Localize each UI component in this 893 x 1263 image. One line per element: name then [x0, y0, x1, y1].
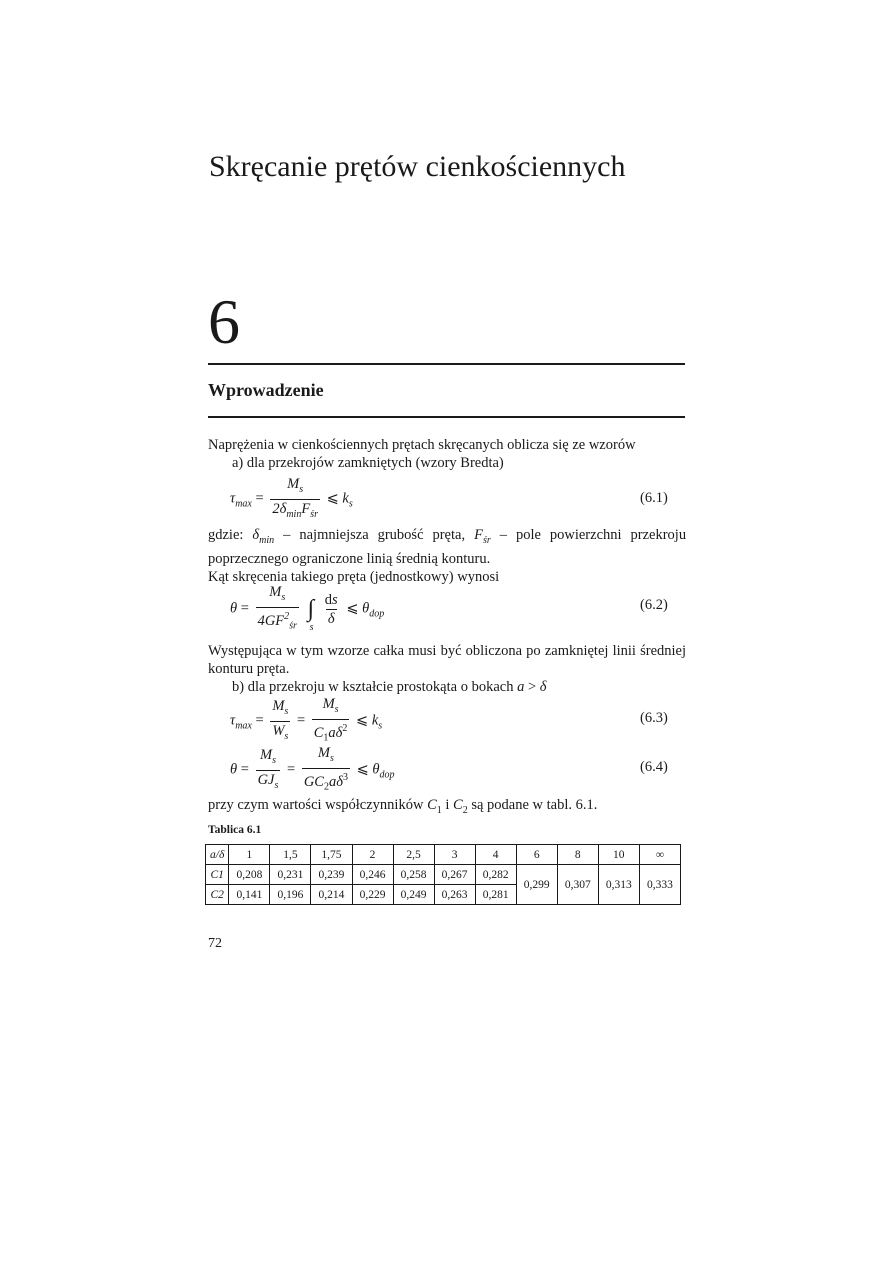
table-cell: 0,141 — [229, 885, 270, 905]
gdzie-text-2: – pole powierzchni przekroju poprzecznego ograniczone linią średnią konturu. — [208, 527, 687, 567]
table-cell: 0,258 — [393, 865, 434, 885]
przy-paragraph: przy czym wartości współczynników $C_1$ i $C_2$ są podane w tabl. 6.1. — [208, 797, 598, 816]
item-b-text: b) dla przekroju w kształcie prostokąta o bokach — [232, 679, 514, 695]
table-cell: 1,5 — [270, 845, 311, 865]
wyst-paragraph — [208, 642, 686, 696]
equation-number: (6.4) — [640, 759, 668, 775]
table-cell-merged: 0,307 — [557, 865, 598, 905]
wyst-text: Występująca w tym wzorze całka musi być obliczona po zamkniętej linii średniej konturu pręta. — [208, 643, 686, 677]
gdzie-paragraph: gdzie: $\delta_{min}$ – najmniejsza grubość pręta, $F_{śr}$ – pole powierzchni przekroju poprzecznego ograniczone linią średnią konturu. Kąt skręcenia takiego pręta (jednostkowy) wynosi — [208, 527, 687, 585]
table-cell: 0,231 — [270, 865, 311, 885]
table-cell: 0,249 — [393, 885, 434, 905]
section-heading: Wprowadzenie — [208, 380, 324, 400]
table-cell: 10 — [598, 845, 639, 865]
table-cell: 0,267 — [434, 865, 475, 885]
table-cell-merged: 0,333 — [639, 865, 680, 905]
equation-6-1: $\tau_{max}$ = $\frac{M_s}{2\delta_{min}F_{śr}}$ ⩽ $k_s$ — [230, 476, 353, 523]
table-cell: 2,5 — [393, 845, 434, 865]
table-cell: ∞ — [639, 845, 680, 865]
table-cell: 8 — [557, 845, 598, 865]
table-cell: 1,75 — [311, 845, 352, 865]
przy-text-1: przy czym wartości współczynników — [208, 797, 424, 813]
page-number: 72 — [208, 936, 222, 951]
table-caption: Tablica 6.1 — [208, 824, 262, 836]
item-a-text: a) dla przekrojów zamkniętych (wzory Bredta) — [232, 455, 504, 471]
przy-text-3: są podane w tabl. 6.1. — [471, 797, 598, 813]
equation-number: (6.2) — [640, 597, 668, 613]
table-cell-merged: 0,313 — [598, 865, 639, 905]
table-cell: 6 — [516, 845, 557, 865]
table-cell: 4 — [475, 845, 516, 865]
table-cell: 0,281 — [475, 885, 516, 905]
kat-text: Kąt skręcenia takiego pręta (jednostkowy) wynosi — [208, 568, 500, 585]
chapter-title: Skręcanie prętów cienkościennych — [209, 150, 626, 183]
przy-text-2: i — [445, 797, 450, 813]
table-cell: 0,196 — [270, 885, 311, 905]
chapter-number: 6 — [208, 286, 240, 357]
equation-6-4: θ = $\frac{M_s}{GJ_s}$ = $\frac{M_s}{GC_2a\delta^3}$ ⩽ $\theta_{dop}$ — [230, 745, 395, 796]
gdzie-text-1: – najmniejsza grubość pręta, — [283, 527, 466, 543]
table-cell-merged: 0,299 — [516, 865, 557, 905]
table-cell: a/δ — [206, 845, 229, 865]
table-cell: 0,208 — [229, 865, 270, 885]
table-cell: 2 — [352, 845, 393, 865]
table-row-label: C1 — [206, 865, 229, 885]
equation-number: (6.1) — [640, 490, 668, 506]
table-cell: 3 — [434, 845, 475, 865]
table-cell: 0,214 — [311, 885, 352, 905]
table-cell: 0,229 — [352, 885, 393, 905]
table-header-row — [206, 845, 681, 865]
table-cell: 1 — [229, 845, 270, 865]
table-cell: 0,263 — [434, 885, 475, 905]
table-row-label: C2 — [206, 885, 229, 905]
divider — [208, 363, 685, 365]
equation-6-2: θ = $\frac{M_s}{4GF^2_{śr}}$ ∫ s $\frac{ds}{\delta}$ ⩽ $\theta_{dop}$ — [230, 584, 385, 633]
gdzie-label: gdzie: — [208, 527, 244, 543]
equation-6-3: $\tau_{max}$ = $\frac{M_s}{W_s}$ = $\frac{M_s}{C_1a\delta^2}$ ⩽ $k_s$ — [230, 696, 382, 747]
intro-paragraph — [208, 436, 686, 472]
intro-text: Naprężenia w cienkościennych prętach skręcanych oblicza się ze wzorów — [208, 437, 636, 453]
item-b-line: b) dla przekroju w kształcie prostokąta o bokach a > δ — [232, 679, 547, 695]
table-row — [206, 865, 681, 885]
table-cell: 0,282 — [475, 865, 516, 885]
coefficient-table — [205, 844, 681, 905]
table-cell: 0,246 — [352, 865, 393, 885]
table-cell: 0,239 — [311, 865, 352, 885]
divider — [208, 416, 685, 418]
equation-number: (6.3) — [640, 710, 668, 726]
